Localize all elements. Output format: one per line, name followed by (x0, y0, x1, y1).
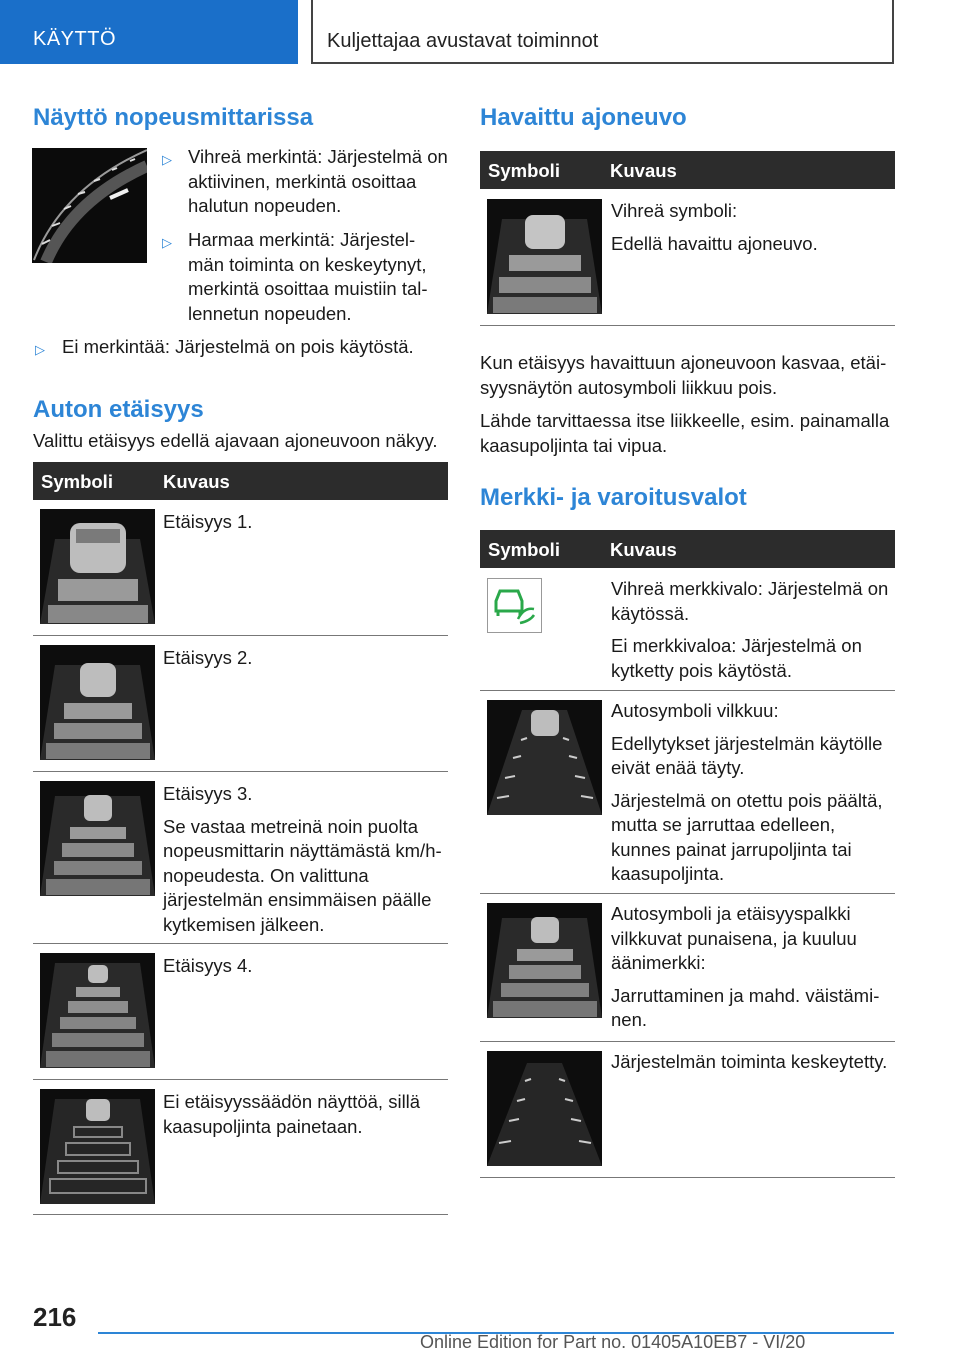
row-text: Etäisyys 2. (163, 647, 253, 668)
red-flashing-distance-image (487, 903, 602, 1018)
header-chapter-label: Kuljettajaa avustavat toiminnot (327, 30, 599, 52)
table-header (480, 151, 895, 189)
row-divider (33, 1214, 448, 1215)
row-description (163, 782, 448, 945)
row-divider (33, 771, 448, 772)
paragraph: Lähde tarvittaessa itse liikkeelle, esim. painamalla kaasupoljinta tai vipua. (480, 410, 890, 456)
bullet-triangle-icon: ▷ (162, 235, 172, 250)
header-section-label: KÄYTTÖ (33, 28, 117, 50)
row-description (163, 1090, 448, 1147)
green-indicator-icon (487, 578, 542, 633)
bullet-text: Vihreä merkintä: Järjestelmä on aktiivinen, merkintä osoittaa halutun nopeuden. (188, 146, 448, 216)
table-header (480, 530, 895, 568)
row-divider (33, 943, 448, 944)
row-text: Edellytykset järjestelmän käytölle eivät enää täyty. (611, 732, 883, 778)
row-text: Järjestelmän toiminta keskeytetty. (611, 1051, 888, 1072)
distance-2-image (40, 645, 155, 760)
interrupted-image (487, 1051, 602, 1166)
row-divider (480, 1041, 895, 1042)
section-title-indicator-lights: Merkki- ja varoitusvalot (480, 484, 747, 511)
row-divider (480, 325, 895, 326)
speedometer-image (32, 148, 147, 263)
header-chapter-box (311, 0, 894, 64)
section-title-distance: Auton etäisyys (33, 396, 204, 423)
row-divider (480, 893, 895, 894)
column-header-symbol: Symboli (488, 539, 560, 560)
column-header-symbol: Symboli (488, 160, 560, 181)
header-section-tab (0, 0, 298, 64)
bullet-text: Ei merkintää: Järjestelmä on pois käytöstä. (62, 336, 414, 357)
section-title-speedometer-display: Näyttö nopeusmittarissa (33, 104, 314, 131)
no-distance-image (40, 1089, 155, 1204)
column-header-description: Kuvaus (610, 539, 677, 560)
row-text: Autosymboli vilkkuu: (611, 700, 779, 721)
row-text: Etäisyys 3. (163, 783, 253, 804)
row-text: Vihreä merkkivalo: Järjestelmä on käytössä. (611, 578, 889, 624)
row-description (611, 902, 896, 1041)
distance-4-image (40, 953, 155, 1068)
table-header (33, 462, 448, 500)
row-text: Edellä havaittu ajoneuvo. (611, 232, 818, 254)
section-title-detected-vehicle: Havaittu ajoneuvo (480, 104, 687, 131)
row-text: Etäisyys 1. (163, 511, 253, 532)
row-text: Vihreä symboli: (611, 200, 738, 221)
footer-edition: Online Edition for Part no. 01405A10EB7 - VI/20 (420, 1332, 806, 1352)
bullet-triangle-icon: ▷ (35, 342, 45, 357)
row-divider (480, 690, 895, 691)
row-description (611, 1050, 896, 1083)
row-text: Ei etäisyyssäädön näyttöä, sillä kaasupoljinta painetaan. (163, 1091, 421, 1137)
bullet-triangle-icon: ▷ (162, 152, 172, 167)
row-description (611, 577, 896, 691)
distance-3-image (40, 781, 155, 896)
row-text: Ei merkkivaloa: Järjestelmä on kytketty pois käytöstä. (611, 635, 862, 681)
column-header-description: Kuvaus (610, 160, 677, 181)
row-divider (480, 1177, 895, 1178)
bullet-text: Harmaa merkintä: Järjestelmän toiminta on keskeytynyt, merkintä osoittaa muistiin tallennetun nopeuden. (188, 229, 428, 324)
detected-vehicle-image (487, 199, 602, 314)
row-text: Autosymboli ja etäisyyspalkki vilkkuvat punaisena, ja kuuluu äänimerkki: (611, 903, 857, 973)
row-description (611, 199, 896, 264)
row-description (163, 510, 448, 543)
row-description (611, 699, 896, 895)
column-header-description: Kuvaus (163, 471, 230, 492)
column-header-symbol: Symboli (41, 471, 113, 492)
row-divider (33, 1079, 448, 1080)
distance-1-image (40, 509, 155, 624)
row-text: Se vastaa metreinä noin puolta nopeusmittarin näyttämästä km/h-nopeudesta. On valittuna järjestelmän ensimmäisen päälle kytkemisen jälkeen. (163, 815, 442, 935)
paragraph: Kun etäisyys havaittuun ajoneuvoon kasvaa, etäisyysnäytön autosymboli liikkuu pois. (480, 352, 887, 398)
flashing-car-image (487, 700, 602, 815)
row-text: Etäisyys 4. (163, 955, 253, 976)
intro-text: Valittu etäisyys edellä ajavaan ajoneuvoon näkyy. (33, 430, 438, 451)
page-number: 216 (33, 1302, 77, 1332)
row-divider (33, 635, 448, 636)
row-description (163, 954, 448, 987)
row-description (163, 646, 448, 679)
row-text: Järjestelmä on otettu pois päältä, mutta se jarruttaa edelleen, kunnes painat jarrupoljinta tai kaasupoljinta. (611, 789, 883, 884)
row-text: Jarruttaminen ja mahd. väistäminen. (611, 984, 880, 1030)
